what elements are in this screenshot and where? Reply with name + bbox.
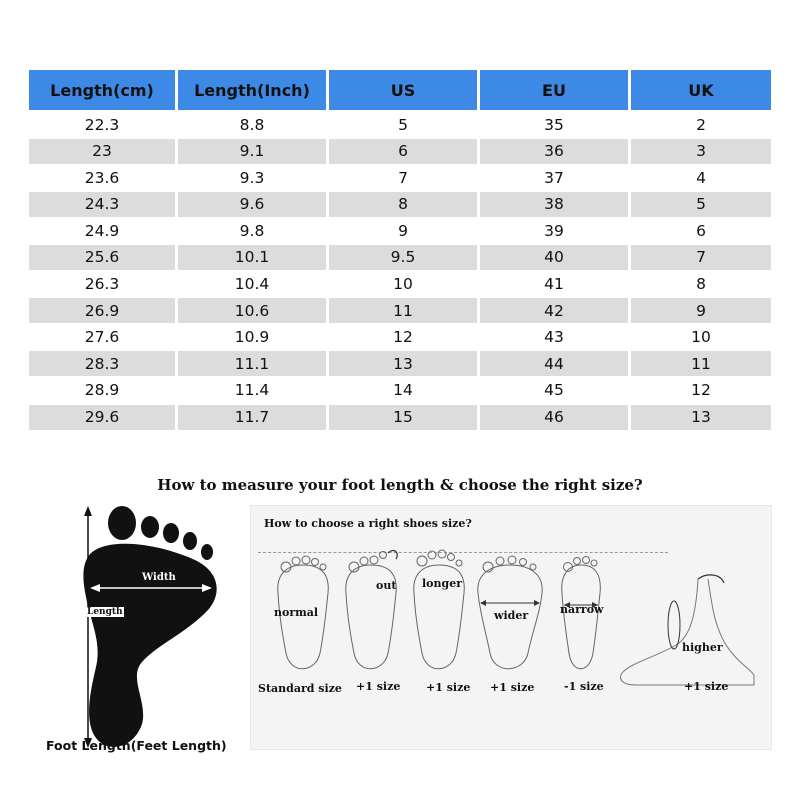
table-row: [29, 139, 771, 166]
cell-length-inch: 10.9: [234, 328, 270, 347]
cell-eu: 37: [544, 168, 564, 187]
table-row: [29, 245, 771, 272]
cell-uk: 12: [691, 381, 711, 400]
header-length-cm: Length(cm): [29, 70, 175, 110]
cell-length-inch: 11.1: [178, 351, 326, 376]
size-rec-normal: Standard size: [258, 682, 342, 695]
cell-us: 8: [329, 192, 477, 217]
cell-uk: 6: [696, 221, 706, 240]
cell-length-inch: 10.4: [234, 275, 270, 294]
cell-eu: 41: [544, 275, 564, 294]
foot-label-longer: longer: [422, 577, 462, 590]
header-eu: EU: [480, 70, 628, 110]
cell-us: 12: [393, 328, 413, 347]
foot-length-caption: Foot Length(Feet Length): [46, 738, 227, 753]
cell-us: 11: [329, 298, 477, 323]
cell-us: 6: [329, 139, 477, 164]
table-header-row: [29, 70, 771, 112]
cell-us: 5: [398, 115, 408, 134]
cell-length-cm: 27.6: [84, 328, 120, 347]
foot-label-out: out: [376, 579, 397, 592]
cell-uk: 10: [691, 328, 711, 347]
cell-length-inch: 11.4: [234, 381, 270, 400]
foot-silhouette-icon: [30, 502, 255, 757]
foot-outline-panel: [30, 502, 255, 757]
foot-label-higher: higher: [682, 641, 723, 654]
cell-length-cm: 26.9: [29, 298, 175, 323]
cell-length-cm: 28.9: [84, 381, 120, 400]
cell-eu: 45: [544, 381, 564, 400]
table-row: [29, 351, 771, 378]
narrow-foot-icon: [548, 553, 614, 683]
cell-us: 7: [398, 168, 408, 187]
cell-length-inch: 9.1: [178, 139, 326, 164]
cell-length-cm: 24.9: [84, 221, 120, 240]
cell-eu: 42: [480, 298, 628, 323]
cell-length-inch: 9.8: [239, 221, 265, 240]
cell-length-cm: 24.3: [29, 192, 175, 217]
cell-eu: 38: [480, 192, 628, 217]
size-rec-longer: +1 size: [426, 681, 471, 694]
cell-uk: 3: [631, 139, 771, 164]
header-uk: UK: [631, 70, 771, 110]
cell-length-inch: 9.3: [239, 168, 265, 187]
table-row: [29, 272, 771, 299]
cell-length-cm: 28.3: [29, 351, 175, 376]
cell-eu: 44: [480, 351, 628, 376]
table-row: [29, 112, 771, 139]
cell-length-cm: 22.3: [84, 115, 120, 134]
size-rec-higher: +1 size: [684, 680, 729, 693]
size-chart-table: [29, 70, 771, 431]
cell-uk: 2: [696, 115, 706, 134]
size-rec-out: +1 size: [356, 680, 401, 693]
cell-length-inch: 10.6: [178, 298, 326, 323]
cell-length-cm: 23.6: [84, 168, 120, 187]
cell-us: 9.5: [329, 245, 477, 270]
cell-uk: 4: [696, 168, 706, 187]
table-body: [29, 112, 771, 431]
cell-eu: 43: [544, 328, 564, 347]
size-rec-wider: +1 size: [490, 681, 535, 694]
table-row: [29, 405, 771, 432]
cell-length-inch: 8.8: [239, 115, 265, 134]
cell-eu: 39: [544, 221, 564, 240]
table-row: [29, 218, 771, 245]
longer-foot-icon: [404, 553, 474, 683]
cell-us: 15: [329, 405, 477, 430]
cell-length-inch: 11.7: [178, 405, 326, 430]
cell-uk: 8: [696, 275, 706, 294]
cell-us: 10: [393, 275, 413, 294]
table-row: [29, 325, 771, 352]
cell-us: 9: [398, 221, 408, 240]
cell-eu: 46: [480, 405, 628, 430]
cell-length-cm: 26.3: [84, 275, 120, 294]
shoe-size-guide-panel: [250, 505, 772, 750]
cell-length-cm: 25.6: [29, 245, 175, 270]
cell-length-cm: 23: [29, 139, 175, 164]
cell-length-inch: 10.1: [178, 245, 326, 270]
table-row: [29, 378, 771, 405]
cell-uk: 5: [631, 192, 771, 217]
out-foot-icon: [336, 553, 406, 683]
length-label: Length: [87, 607, 123, 617]
table-row: [29, 165, 771, 192]
cell-length-inch: 9.6: [178, 192, 326, 217]
cell-uk: 11: [631, 351, 771, 376]
size-rec-narrow: -1 size: [564, 680, 604, 693]
measure-heading: How to measure your foot length & choose the right size?: [157, 476, 643, 494]
cell-uk: 9: [631, 298, 771, 323]
cell-us: 14: [393, 381, 413, 400]
cell-us: 13: [329, 351, 477, 376]
higher-foot-side-icon: [616, 575, 766, 695]
header-us: US: [329, 70, 477, 110]
foot-label-wider: wider: [494, 609, 529, 622]
table-row: [29, 192, 771, 219]
size-guide-title: How to choose a right shoes size?: [264, 517, 472, 530]
cell-eu: 36: [480, 139, 628, 164]
width-label: Width: [142, 572, 176, 583]
table-row: [29, 298, 771, 325]
cell-length-cm: 29.6: [29, 405, 175, 430]
foot-label-narrow: narrow: [560, 603, 604, 616]
cell-eu: 35: [544, 115, 564, 134]
cell-eu: 40: [480, 245, 628, 270]
cell-uk: 13: [631, 405, 771, 430]
cell-uk: 7: [631, 245, 771, 270]
header-length-inch: Length(Inch): [178, 70, 326, 110]
foot-label-normal: normal: [274, 606, 319, 619]
